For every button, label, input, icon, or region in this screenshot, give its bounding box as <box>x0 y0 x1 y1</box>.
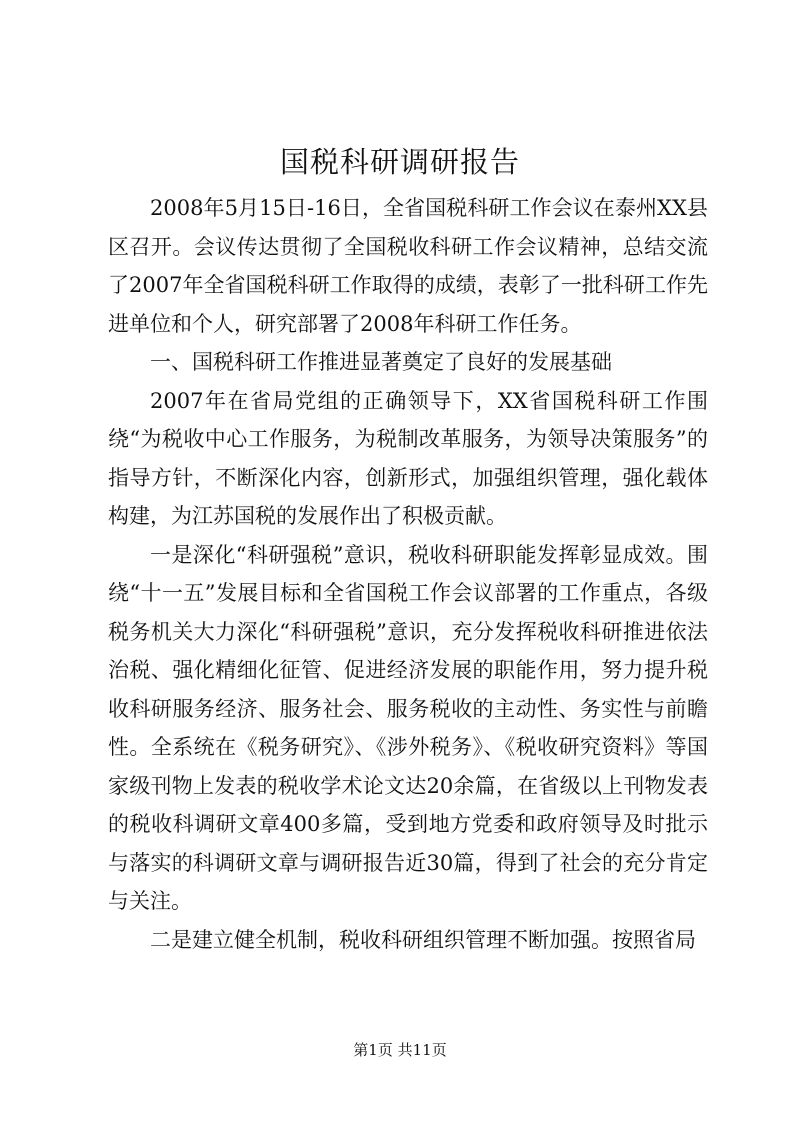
paragraph-point-two: 二是建立健全机制，税收科研组织管理不断加强。按照省局 <box>150 927 696 952</box>
paragraph-meeting-summary: 2008年5月15日-16日，全省国税科研工作会议在泰州XX县区召开。会议传达贯彻了全国税收科研工作会议精神，总结交流了2007年全省国税科研工作取得的成绩，表彰了一批科研工作先进单位和个人，研究部署了2008年科研工作任务。 <box>108 196 708 336</box>
paragraph-point-one: 一是深化“科研强税”意识，税收科研职能发挥彰显成效。围绕“十一五”发展目标和全省国税工作会议部署的工作重点，各级税务机关大力深化“科研强税”意识，充分发挥税收科研推进依法治税、强化精细化征管、促进经济发展的职能作用，努力提升税收科研服务经济、服务社会、服务税收的主动性、务实性与前瞻性。全系统在《税务研究》、《涉外税务》、《税收研究资料》等国家级刊物上发表的税收学术论文达20余篇，在省级以上刊物发表的税收科调研文章400多篇，受到地方党委和政府领导及时批示与落实的科调研文章与调研报告近30篇，得到了社会的充分肯定与关注。 <box>108 542 708 913</box>
section-heading-1: 一、国税科研工作推进显著奠定了良好的发展基础 <box>150 350 612 374</box>
document-title: 国税科研调研报告 <box>279 145 520 179</box>
document-body <box>108 189 708 959</box>
page-footer: 第1页 共11页 <box>353 1041 447 1059</box>
paragraph-2007-overview: 2007年在省局党组的正确领导下，XX省国税科研工作围绕“为税收中心工作服务，为税制改革服务，为领导决策服务”的指导方针，不断深化内容，创新形式，加强组织管理，强化载体构建，为江苏国税的发展作出了积极贡献。 <box>108 388 708 528</box>
